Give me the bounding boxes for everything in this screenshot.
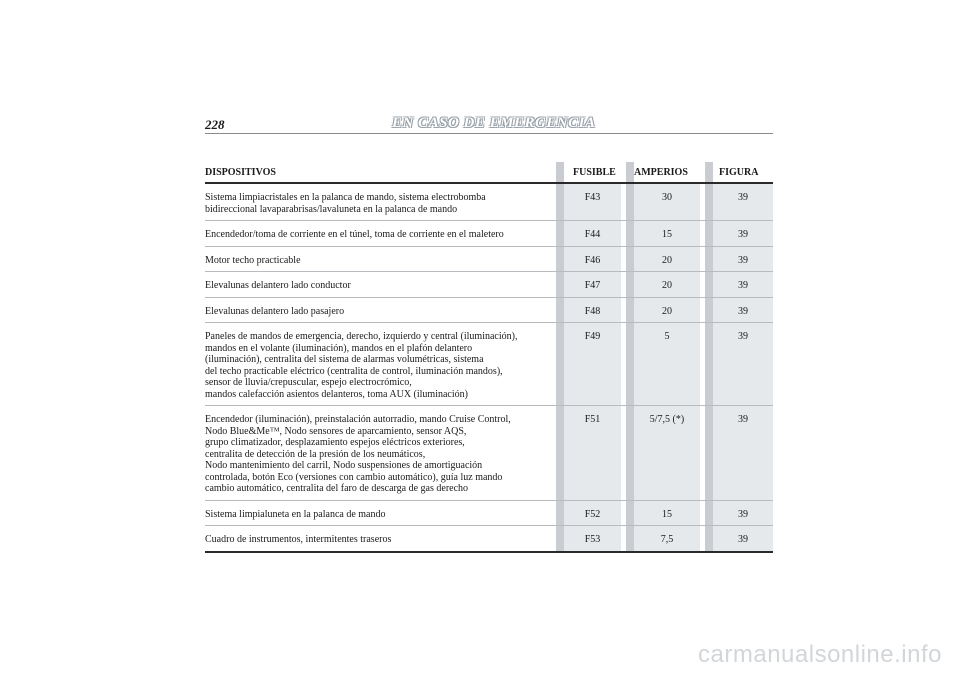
figure-cell: 39 <box>738 331 748 342</box>
amps-cell: 15 <box>662 229 672 240</box>
amps-cell: 20 <box>662 280 672 291</box>
figure-cell: 39 <box>738 305 748 317</box>
fuse-cell: F46 <box>584 254 601 266</box>
figure-cell: 39 <box>738 534 748 545</box>
page-number: 228 <box>205 117 225 132</box>
amps-cell: 15 <box>662 508 672 520</box>
figure-cell: 39 <box>738 414 748 425</box>
table-header <box>205 162 773 184</box>
figure-cell: 39 <box>738 229 748 240</box>
fuse-cell: F47 <box>584 280 601 291</box>
figure-cell: 39 <box>738 280 748 291</box>
table-row <box>205 184 773 221</box>
fuse-cell: F52 <box>584 508 601 520</box>
table-row <box>205 247 773 273</box>
table-body <box>205 184 773 551</box>
table-bottom-rule <box>205 551 773 553</box>
device-cell: Sistema limpialuneta en la palanca de mando <box>205 508 386 520</box>
table-row <box>205 501 773 527</box>
fuse-cell: F49 <box>584 331 601 342</box>
column-header-amps: AMPERIOS <box>634 167 688 178</box>
table-row <box>205 272 773 298</box>
table-row <box>205 406 773 501</box>
device-cell: Motor techo practicable <box>205 254 301 266</box>
device-cell: Elevalunas delantero lado conductor <box>205 280 351 291</box>
column-header-devices: DISPOSITIVOS <box>205 167 276 178</box>
device-cell: Encendedor (iluminación), preinstalación autorradio, mando Cruise Control, Nodo Blue&Me™, Nodo sensores de aparcamiento, sensor AQS, grupo climatizador, desplazamiento espejos eléctricos exteriores, centralita de detección de la presión de los neumáticos, Nodo mantenimiento del carril, Nodo suspensiones de amortiguación controlada, botón Eco (versiones con cambio automático), guía luz mando cambio automático, centralita del faro de descarga de gas derecho <box>205 414 511 494</box>
figure-cell: 39 <box>738 192 748 203</box>
amps-cell: 20 <box>662 305 672 317</box>
amps-cell: 20 <box>662 254 672 266</box>
amps-cell: 5 <box>664 331 670 342</box>
amps-cell: 7,5 <box>660 534 674 545</box>
table-row <box>205 526 773 551</box>
figure-cell: 39 <box>738 254 748 266</box>
table-row <box>205 298 773 324</box>
fuse-cell: F43 <box>584 192 601 203</box>
fuse-cell: F51 <box>584 414 601 425</box>
table-row <box>205 221 773 247</box>
amps-cell: 30 <box>662 192 672 203</box>
column-header-fuse: FUSIBLE <box>573 167 616 178</box>
watermark: carmanualsonline.info <box>698 641 942 668</box>
device-cell: Paneles de mandos de emergencia, derecho, izquierdo y central (iluminación), mandos en el volante (iluminación), mandos en el plafón delantero (iluminación), centralita del sistema de alarmas volumétricas, sistema del techo practicable eléctrico (centralita de control, iluminación mandos), sensor de lluvia/crepuscular, espejo electrocrómico, mandos calefacción asientos delanteros, toma AUX (iluminación) <box>205 331 518 400</box>
device-cell: Sistema limpiacristales en la palanca de mando, sistema electrobomba bidireccional lavaparabrisas/lavaluneta en la palanca de mando <box>205 192 486 215</box>
fuse-cell: F53 <box>584 534 601 545</box>
section-title: EN CASO DE EMERGENCIA <box>392 115 596 131</box>
fuse-table <box>205 162 773 553</box>
fuse-cell: F44 <box>584 229 601 240</box>
header-divider <box>205 133 773 134</box>
table-row <box>205 323 773 406</box>
column-header-figure: FIGURA <box>719 167 759 178</box>
device-cell: Encendedor/toma de corriente en el túnel, toma de corriente en el maletero <box>205 229 504 240</box>
fuse-cell: F48 <box>584 305 601 317</box>
amps-cell: 5/7,5 (*) <box>649 414 685 425</box>
figure-cell: 39 <box>738 508 748 520</box>
device-cell: Elevalunas delantero lado pasajero <box>205 305 345 317</box>
device-cell: Cuadro de instrumentos, intermitentes traseros <box>205 534 392 545</box>
